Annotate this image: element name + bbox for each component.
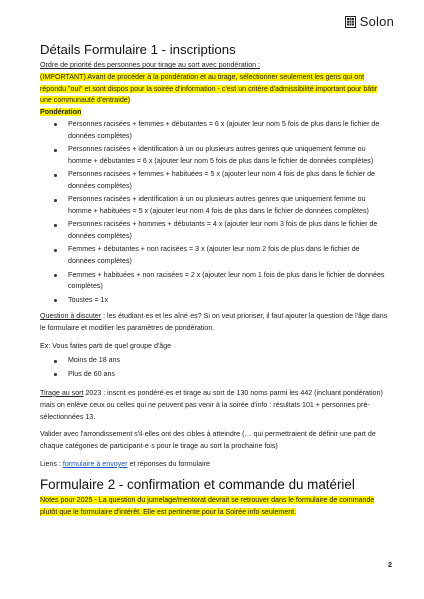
- building-grid-icon: [345, 16, 356, 28]
- important-note: [40, 72, 388, 107]
- notes-2025-text: Notes pour 2025 - La question du jumelage/mentorat devrait se retrouver dans le formulaire de commande plutôt que le formulaire d'intérêt. Elle est pertinente pour la Soirée info seulement.: [40, 495, 375, 516]
- weighting-label: Pondération: [40, 108, 82, 117]
- links-paragraph: [40, 459, 388, 471]
- section-title-confirmation: Formulaire 2 - confirmation et commande du matériel: [40, 476, 355, 492]
- age-list-item: Moins de 18 ans: [40, 355, 388, 367]
- question-label: Question à discuter: [40, 311, 102, 320]
- weighting-list: [40, 119, 388, 306]
- question-paragraph: [40, 311, 388, 335]
- weighting-list-item: Personnes racisées + hommes + débutants = 4 x (ajouter leur nom 3 fois de plus dans le fichier de données complètes): [40, 219, 388, 243]
- page-number: 2: [387, 560, 392, 569]
- weighting-list-item: Toustes = 1x: [40, 295, 388, 307]
- solon-logo: [345, 14, 394, 29]
- section-title-inscriptions: Détails Formulaire 1 - inscriptions: [40, 42, 236, 57]
- example-line: Ex: Vous faites parti de quel groupe d'âge: [40, 341, 172, 350]
- logo-text: Solon: [359, 14, 394, 29]
- tirage-text: 2023 : inscrit·es pondéré·es et tirage au sort de 130 noms parmi les 442 (incluant pondération) mais on enlève ceux ou celles qui ne peuvent pas venir à la soirée d'info : résultats 101 + personnes pré-sélectionnées 13.: [40, 388, 383, 421]
- notes-2025: [40, 495, 388, 519]
- weighting-list-item: Personnes racisées + femmes + débutantes = 6 x (ajouter leur nom 5 fois de plus dans le fichier de données complètes): [40, 119, 388, 143]
- age-group-list: [40, 355, 388, 380]
- important-note-text: (IMPORTANT) Avant de procéder à la pondération et au tirage, sélectionner seulement les gens qui ont répondu "oui" et sont dispos pour la soirée d'information - c'est un critère d'admissibilité important pour bâtir une communauté d'entraide): [40, 72, 378, 105]
- weighting-list-item: Personnes racisées + identification à un ou plusieurs autres genres que uniquement femme ou homme + habituées = 5 x (ajouter leur nom 4 fois de plus dans le fichier de données complètes): [40, 194, 388, 218]
- form-link[interactable]: formulaire à envoyer: [62, 459, 128, 468]
- weighting-list-item: Personnes racisées + identification à un ou plusieurs autres genres que uniquement femme ou homme + débutantes = 6 x (ajouter leur nom 5 fois de plus dans le fichier de données complètes): [40, 144, 388, 168]
- weighting-list-item: Femmes + habituées + non racisées = 2 x (ajouter leur nom 1 fois de plus dans le fichier de données complètes): [40, 270, 388, 294]
- tirage-label: Tirage au sort: [40, 388, 84, 397]
- links-prefix: Liens :: [40, 459, 63, 468]
- tirage-paragraph: [40, 388, 388, 423]
- weighting-list-item: Femmes + débutantes + non racisées = 3 x (ajouter leur nom 2 fois de plus dans le fichier de données complètes): [40, 244, 388, 268]
- validate-paragraph: Valider avec l'arrondissement s'il·elles ont des cibles à atteindre (… qui permettraient de définir une part de chaque catégories de participant·e·s pour le tirage au sort la prochaine fois): [40, 430, 376, 451]
- priority-order-line: Ordre de priorité des personnes pour tirage au sort avec pondération :: [40, 61, 261, 69]
- document-content: [40, 42, 388, 518]
- age-list-item: Plus de 60 ans: [40, 369, 388, 381]
- links-suffix: et réponses du formulaire: [127, 459, 210, 468]
- question-text: : les étudiant·es et les aîné·es? Si on veut prioriser, il faut ajouter la question de l'âge dans le formulaire et modifier les paramètres de pondération.: [40, 311, 388, 332]
- weighting-list-item: Personnes racisées + femmes + habituées = 5 x (ajouter leur nom 4 fois de plus dans le fichier de données complètes): [40, 169, 388, 193]
- weighting-heading: [40, 107, 388, 119]
